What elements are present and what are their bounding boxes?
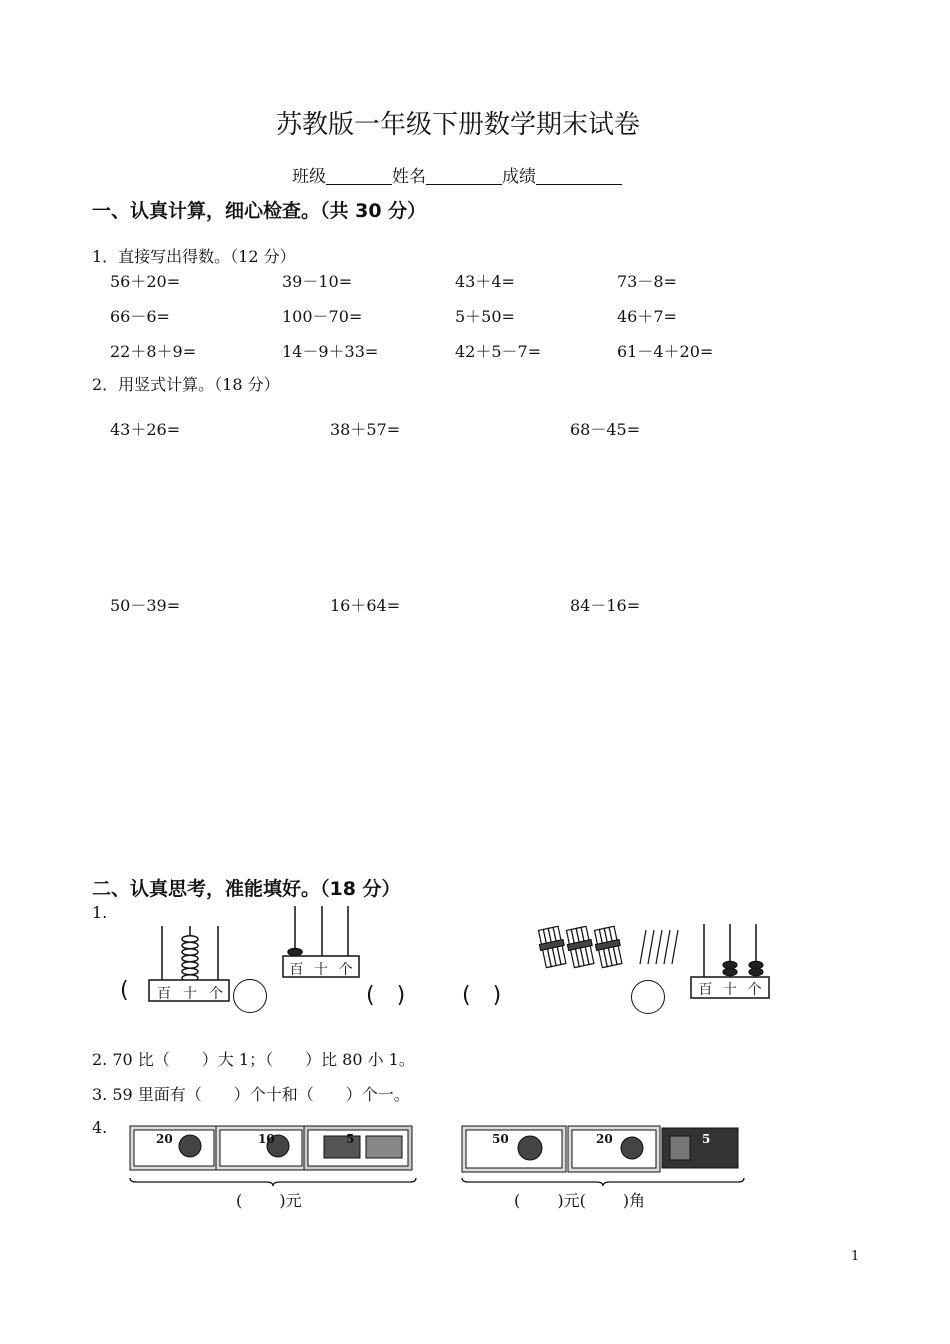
name-label: 姓名 bbox=[392, 167, 426, 187]
s2-q3-text: 3. 59 里面有（ ）个十和（ ）个一。 bbox=[92, 1085, 410, 1104]
hundreds-label: 百 bbox=[698, 982, 713, 998]
oral-calc-item: 42＋5－7= bbox=[455, 342, 542, 361]
oral-calc-item: 73－8= bbox=[617, 272, 677, 291]
oral-calc-item: 5＋50= bbox=[455, 307, 515, 326]
note-value: 5 bbox=[346, 1132, 355, 1146]
money-left-answer[interactable]: ( )元 bbox=[236, 1191, 302, 1210]
answer-paren-2[interactable]: ( ) bbox=[366, 983, 406, 1008]
ones-label: 个 bbox=[209, 986, 223, 1002]
oral-calc-item: 39－10= bbox=[282, 272, 353, 291]
name-blank[interactable] bbox=[426, 168, 502, 185]
ones-label: 个 bbox=[747, 982, 762, 998]
answer-paren-3[interactable]: ( ) bbox=[462, 983, 502, 1008]
section2-heading: 二、认真思考，准能填好。（18 分） bbox=[92, 878, 401, 900]
q1-label: 1．直接写出得数。（12 分） bbox=[92, 247, 296, 266]
compare-circle-2[interactable] bbox=[631, 980, 665, 1014]
s2-q2-text: 2. 70 比（ ）大 1；（ ）比 80 小 1。 bbox=[92, 1050, 415, 1069]
abacus-2-place-labels bbox=[284, 959, 358, 979]
q2-label: 2．用竖式计算。（18 分） bbox=[92, 375, 280, 394]
vertical-calc-item: 50－39= bbox=[110, 596, 181, 615]
oral-calc-item: 61－4＋20= bbox=[617, 342, 714, 361]
vertical-calc-item: 38＋57= bbox=[330, 420, 401, 439]
section1-heading: 一、认真计算，细心检查。（共 30 分） bbox=[92, 200, 427, 222]
s2-q4-label: 4. bbox=[92, 1118, 108, 1137]
abacus-3-place-labels bbox=[693, 979, 767, 999]
abacus-1-place-labels bbox=[151, 983, 229, 1003]
answer-paren-1[interactable]: ( bbox=[120, 978, 129, 1003]
vertical-calc-item: 16＋64= bbox=[330, 596, 401, 615]
tens-label: 十 bbox=[313, 962, 328, 978]
note-value: 10 bbox=[258, 1132, 275, 1146]
note-value: 20 bbox=[596, 1132, 613, 1146]
oral-calc-item: 43＋4= bbox=[455, 272, 515, 291]
tens-label: 十 bbox=[722, 982, 737, 998]
oral-calc-item: 66－6= bbox=[110, 307, 170, 326]
class-label: 班级 bbox=[292, 167, 326, 187]
oral-calc-item: 56＋20= bbox=[110, 272, 181, 291]
vertical-calc-item: 43＋26= bbox=[110, 420, 181, 439]
score-label: 成绩 bbox=[502, 167, 536, 187]
vertical-calc-item: 68－45= bbox=[570, 420, 641, 439]
note-value: 50 bbox=[492, 1132, 509, 1146]
page-number: 1 bbox=[851, 1249, 860, 1264]
ones-label: 个 bbox=[338, 962, 353, 978]
note-value: 5 bbox=[702, 1132, 711, 1146]
oral-calc-item: 14－9＋33= bbox=[282, 342, 379, 361]
oral-calc-item: 100－70= bbox=[282, 307, 363, 326]
hundreds-label: 百 bbox=[157, 986, 171, 1002]
hundreds-label: 百 bbox=[289, 962, 304, 978]
student-info-line bbox=[292, 162, 622, 187]
vertical-calc-item: 84－16= bbox=[570, 596, 641, 615]
class-blank[interactable] bbox=[326, 168, 392, 185]
note-value: 20 bbox=[156, 1132, 173, 1146]
tens-label: 十 bbox=[183, 986, 197, 1002]
oral-calc-item: 22＋8＋9= bbox=[110, 342, 197, 361]
compare-circle-1[interactable] bbox=[233, 979, 267, 1013]
score-blank[interactable] bbox=[536, 168, 622, 185]
page-title: 苏教版一年级下册数学期末试卷 bbox=[276, 110, 641, 140]
s2-q1-label: 1. bbox=[92, 903, 108, 922]
money-right-answer[interactable]: ( )元( )角 bbox=[514, 1191, 646, 1210]
oral-calc-item: 46＋7= bbox=[617, 307, 677, 326]
stick-bundles-figure bbox=[536, 924, 682, 970]
